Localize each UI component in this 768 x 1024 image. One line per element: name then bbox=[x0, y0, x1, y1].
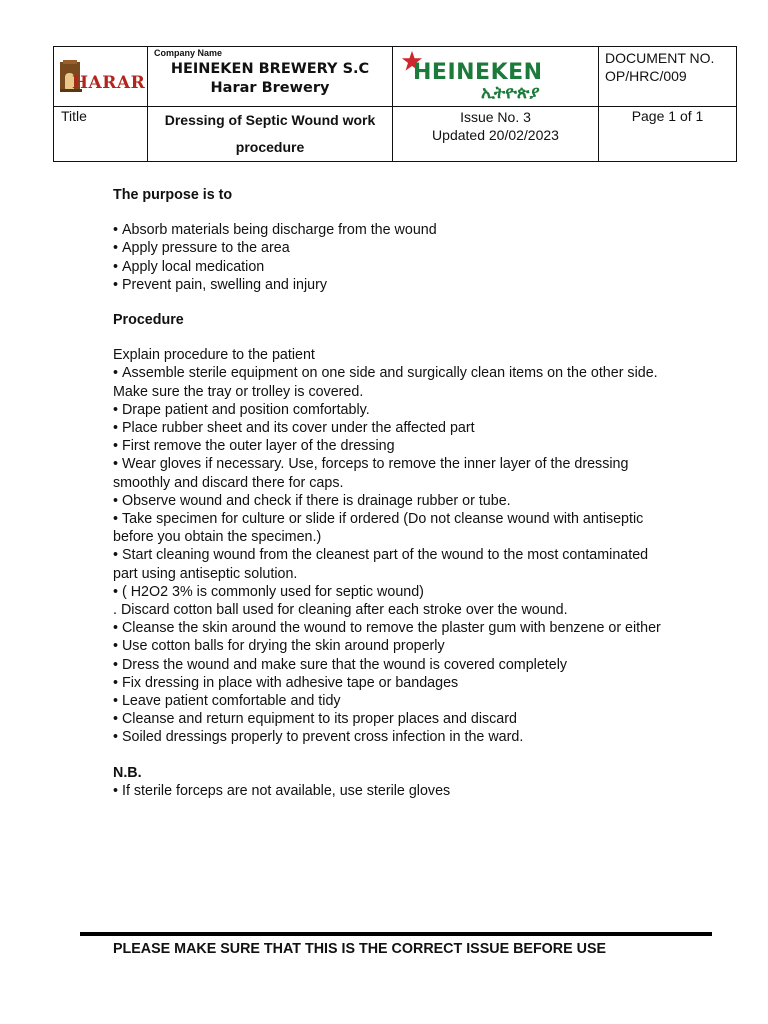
list-item: • Soiled dressings properly to prevent cross infection in the ward. bbox=[113, 728, 673, 746]
list-item: • Assemble sterile equipment on one side and surgically clean items on the other side. Make sure the tray or trolley is covered. bbox=[113, 364, 673, 400]
document-header-table bbox=[53, 46, 737, 162]
list-item: • Prevent pain, swelling and injury bbox=[113, 276, 673, 294]
company-name-line1: HEINEKEN BREWERY S.C bbox=[170, 61, 370, 77]
procedure-title-line1: Dressing of Septic Wound work bbox=[164, 112, 376, 128]
harar-logo-text: HARAR bbox=[72, 73, 146, 93]
list-item: • Leave patient comfortable and tidy bbox=[113, 692, 673, 710]
heineken-amharic-text: ኢትዮጵያ bbox=[481, 83, 540, 102]
company-cell bbox=[148, 47, 393, 107]
list-item: . Discard cotton ball used for cleaning after each stroke over the wound. bbox=[113, 602, 568, 619]
procedure-title-line2: procedure bbox=[235, 139, 305, 155]
list-item: • Start cleaning wound from the cleanest part of the wound to the most contaminated part using antiseptic solution. bbox=[113, 546, 673, 582]
list-item: • Absorb materials being discharge from the wound bbox=[113, 221, 673, 239]
list-item: • Wear gloves if necessary. Use, forceps to remove the inner layer of the dressing smoothly and discard there for caps. bbox=[113, 455, 673, 491]
purpose-heading: The purpose is to bbox=[113, 187, 233, 203]
company-name-line2: Harar Brewery bbox=[210, 80, 330, 96]
list-item: • Apply local medication bbox=[113, 258, 673, 276]
list-item: • ( H2O2 3% is commonly used for septic wound) bbox=[113, 583, 673, 601]
list-item: • Drape patient and position comfortably. bbox=[113, 401, 673, 419]
company-label: Company Name bbox=[154, 48, 223, 58]
purpose-list bbox=[113, 221, 673, 294]
heineken-logo-cell bbox=[393, 47, 599, 107]
list-item: • First remove the outer layer of the dressing bbox=[113, 437, 673, 455]
document-number-label: DOCUMENT NO. bbox=[605, 50, 715, 66]
list-item: • Apply pressure to the area bbox=[113, 239, 673, 257]
issue-number: Issue No. 3 bbox=[460, 109, 531, 125]
procedure-intro: Explain procedure to the patient bbox=[113, 347, 315, 364]
page-number-cell bbox=[599, 107, 737, 162]
list-item: • Cleanse and return equipment to its proper places and discard bbox=[113, 710, 673, 728]
list-item: • Use cotton balls for drying the skin around properly bbox=[113, 637, 673, 655]
nb-list bbox=[113, 782, 673, 800]
harar-logo-cell bbox=[54, 47, 148, 107]
list-item: • Fix dressing in place with adhesive tape or bandages bbox=[113, 674, 673, 692]
document-body bbox=[113, 186, 673, 800]
nb-heading: N.B. bbox=[113, 764, 142, 781]
footer-divider bbox=[80, 932, 712, 936]
list-item: • Take specimen for culture or slide if ordered (Do not cleanse wound with antiseptic before you obtain the specimen.) bbox=[113, 510, 673, 546]
footer-note: PLEASE MAKE SURE THAT THIS IS THE CORRECT ISSUE BEFORE USE bbox=[113, 941, 607, 957]
page-number: Page 1 of 1 bbox=[631, 108, 704, 124]
list-item: • Observe wound and check if there is drainage rubber or tube. bbox=[113, 492, 673, 510]
title-label: Title bbox=[61, 108, 87, 124]
document-number-cell bbox=[599, 47, 737, 107]
title-label-cell bbox=[54, 107, 148, 162]
list-item: • If sterile forceps are not available, use sterile gloves bbox=[113, 782, 673, 800]
procedure-list bbox=[113, 364, 673, 746]
list-item: • Dress the wound and make sure that the wound is covered completely bbox=[113, 656, 673, 674]
list-item: • Place rubber sheet and its cover under the affected part bbox=[113, 419, 673, 437]
document-number-value: OP/HRC/009 bbox=[605, 68, 687, 84]
issue-cell bbox=[393, 107, 599, 162]
list-item: • Cleanse the skin around the wound to remove the plaster gum with benzene or either bbox=[113, 619, 673, 637]
procedure-title-cell bbox=[148, 107, 393, 162]
company-name bbox=[148, 60, 392, 98]
updated-date: Updated 20/02/2023 bbox=[432, 127, 559, 143]
procedure-heading: Procedure bbox=[113, 312, 184, 329]
heineken-logo-text: HEINEKEN bbox=[413, 60, 543, 85]
